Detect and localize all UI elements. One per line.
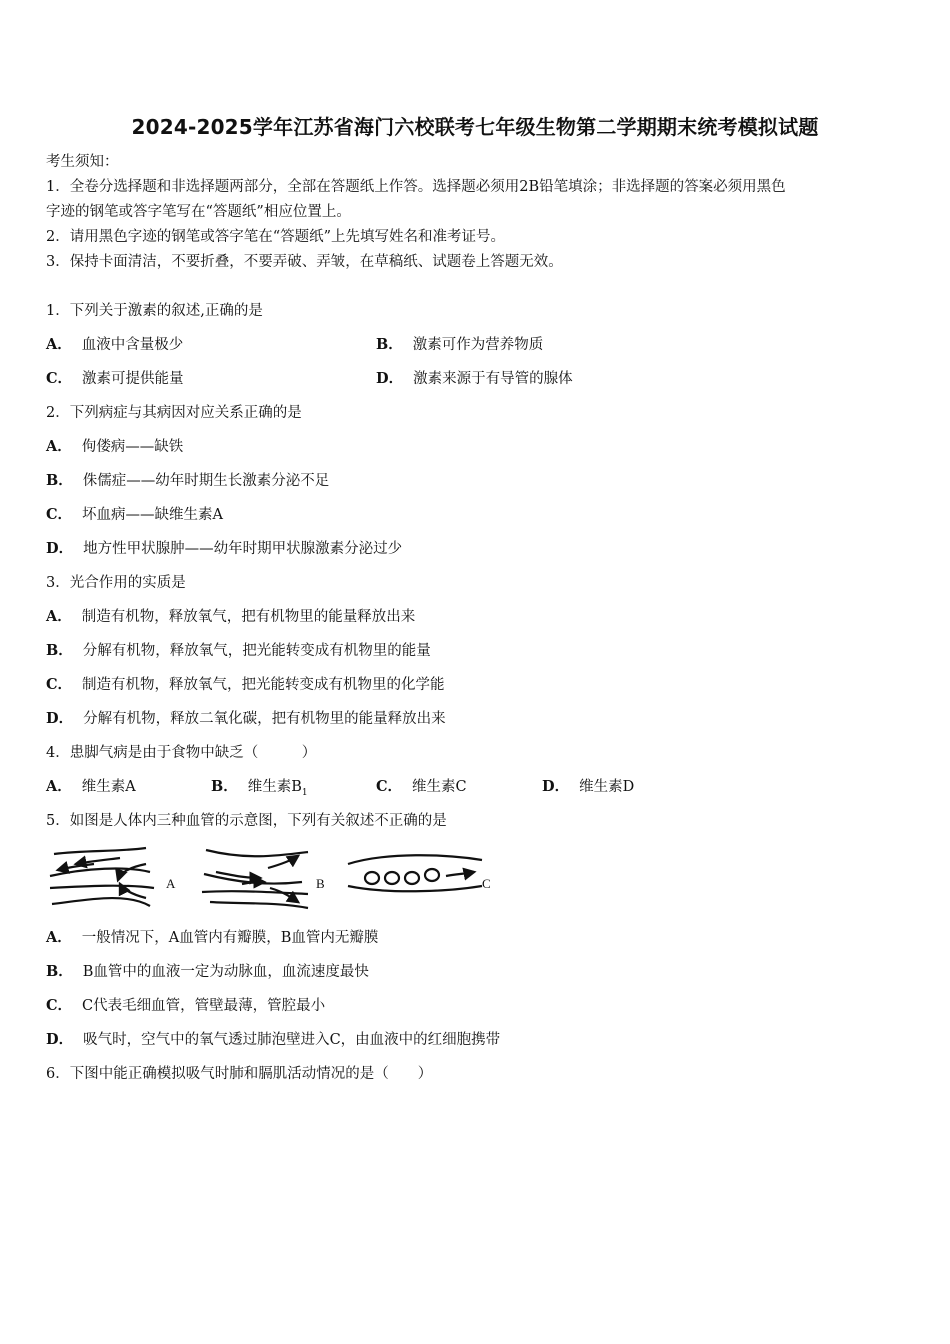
option-text: 一般情况下，A血管内有瓣膜，B血管内无瓣膜 — [81, 930, 379, 946]
option-text: 维生素D — [579, 779, 635, 795]
q3-option-d — [46, 709, 446, 729]
figure-label-b: B — [316, 876, 325, 891]
q3-option-c — [46, 675, 445, 695]
q1-option-c — [46, 369, 184, 389]
option-text: 分解有机物，释放氧气，把光能转变成有机物里的能量 — [82, 643, 431, 659]
option-text: 地方性甲状腺肿——幼年时期甲状腺激素分泌过少 — [83, 541, 403, 557]
option-label: C． — [46, 676, 73, 693]
q3-option-a — [46, 607, 415, 627]
figure-label-a: A — [166, 876, 176, 891]
option-text: 制造有机物，释放氧气，把光能转变成有机物里的化学能 — [82, 677, 445, 693]
q4-option-b — [211, 777, 308, 803]
option-label: D． — [46, 1031, 74, 1048]
option-text: 激素来源于有导管的腺体 — [413, 371, 573, 387]
q5-option-b — [46, 962, 369, 982]
option-text: C代表毛细血管，管壁最薄，管腔最小 — [82, 998, 326, 1014]
q2-option-d — [46, 539, 402, 559]
vessel-c-diagram — [348, 855, 482, 891]
option-text: 侏儒症——幼年时期生长激素分泌不足 — [82, 473, 330, 489]
vessel-b-diagram — [202, 850, 308, 908]
option-label: C． — [46, 997, 73, 1014]
blood-vessel-diagram — [46, 842, 496, 912]
figure-label-c: C — [482, 876, 491, 891]
option-label: D． — [542, 778, 570, 795]
notice-item-2: 2．请用黑色字迹的钢笔或答字笔在“答题纸”上先填写姓名和准考证号。 — [46, 229, 506, 245]
option-text: 血液中含量极少 — [81, 337, 184, 353]
vessel-a-diagram — [50, 848, 154, 906]
option-subscript: 1 — [301, 787, 308, 798]
q2-option-c — [46, 505, 223, 525]
option-label: C． — [46, 506, 73, 523]
q2-option-b — [46, 471, 329, 491]
option-label: A． — [46, 778, 72, 795]
option-label: C． — [46, 370, 73, 387]
notice-heading: 考生须知： — [46, 154, 119, 170]
option-text: 制造有机物，释放氧气，把有机物里的能量释放出来 — [81, 609, 416, 625]
q5-option-d — [46, 1030, 500, 1050]
option-label: D． — [376, 370, 404, 387]
q3-option-b — [46, 641, 431, 661]
q4-option-d — [542, 777, 634, 797]
notice-item-1: 1．全卷分选择题和非选择题两部分，全部在答题纸上作答。选择题必须用2B铅笔填涂；非选择题的答案必须用黑色 — [46, 179, 786, 195]
option-label: D． — [46, 540, 74, 557]
option-text: 激素可提供能量 — [82, 371, 184, 387]
q2-option-a — [46, 437, 183, 457]
option-text: 坏血病——缺维生素A — [82, 507, 224, 523]
option-text: 分解有机物，释放二氧化碳，把有机物里的能量释放出来 — [83, 711, 446, 727]
option-label: B． — [211, 778, 238, 795]
notice-item-3: 3．保持卡面清洁，不要折叠，不要弄破、弄皱，在草稿纸、试题卷上答题无效。 — [46, 254, 563, 270]
option-label: B． — [46, 472, 73, 489]
q1-option-a — [46, 335, 183, 355]
page-title: 2024-2025学年江苏省海门六校联考七年级生物第二学期期末统考模拟试题 — [131, 115, 819, 139]
q5-option-a — [46, 928, 378, 948]
q1-stem: 1．下列关于激素的叙述,正确的是 — [46, 303, 263, 319]
option-text: 维生素B — [247, 779, 302, 795]
option-text: 激素可作为营养物质 — [412, 337, 544, 353]
q5-option-c — [46, 996, 325, 1016]
option-text: B血管中的血液一定为动脉血，血流速度最快 — [82, 964, 369, 980]
q4-stem: 4．患脚气病是由于食物中缺乏（ ） — [46, 745, 317, 761]
option-label: A． — [46, 608, 72, 625]
option-text: 吸气时，空气中的氧气透过肺泡壁进入C，由血液中的红细胞携带 — [83, 1032, 501, 1048]
option-label: D． — [46, 710, 74, 727]
q5-stem: 5．如图是人体内三种血管的示意图，下列有关叙述不正确的是 — [46, 813, 447, 829]
option-label: B． — [46, 963, 73, 980]
option-text: 佝偻病——缺铁 — [81, 439, 184, 455]
option-label: A． — [46, 438, 72, 455]
q1-option-b — [376, 335, 543, 355]
q1-option-d — [376, 369, 573, 389]
q6-stem: 6．下图中能正确模拟吸气时肺和膈肌活动情况的是（ ） — [46, 1066, 433, 1082]
q3-stem: 3．光合作用的实质是 — [46, 575, 186, 591]
q4-option-a — [46, 777, 136, 797]
option-label: C． — [376, 778, 403, 795]
q2-stem: 2．下列病症与其病因对应关系正确的是 — [46, 405, 302, 421]
option-label: B． — [46, 642, 73, 659]
option-text: 维生素C — [412, 779, 467, 795]
option-label: A． — [46, 929, 72, 946]
option-label: B． — [376, 336, 403, 353]
option-label: A． — [46, 336, 72, 353]
q4-option-c — [376, 777, 467, 797]
option-text: 维生素A — [81, 779, 136, 795]
notice-item-1-cont: 字迹的钢笔或答字笔写在“答题纸”相应位置上。 — [46, 204, 351, 220]
